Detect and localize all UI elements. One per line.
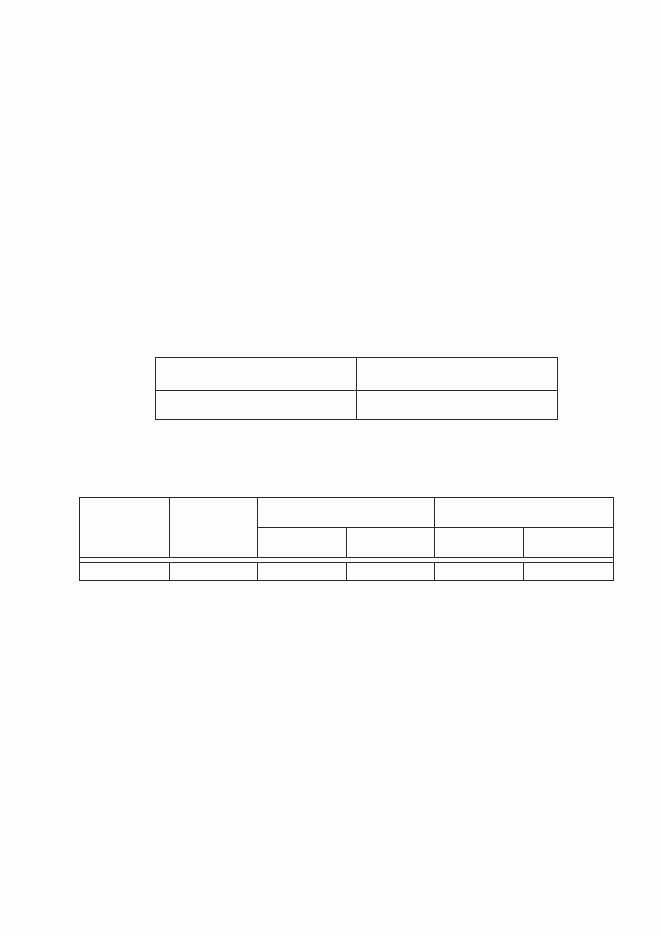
table1-capacity-cell bbox=[156, 391, 357, 420]
table2-cell bbox=[524, 563, 614, 581]
table2-header-hoop-width bbox=[346, 528, 435, 558]
table2-cell bbox=[257, 563, 346, 581]
table2-cell bbox=[80, 563, 170, 581]
table2-header-capacity bbox=[80, 498, 170, 558]
table2-header-hoop-thickness bbox=[257, 528, 346, 558]
table2-cell bbox=[435, 563, 524, 581]
table-a1 bbox=[155, 357, 558, 420]
table1-diameter-cell bbox=[357, 391, 558, 420]
table2-header-cross-thickness bbox=[435, 528, 524, 558]
table2-header-hoop bbox=[257, 498, 435, 528]
table1-header-capacity bbox=[156, 358, 357, 391]
table-row bbox=[80, 563, 614, 581]
table2-cell bbox=[346, 563, 435, 581]
table2-header-cross-width bbox=[524, 528, 614, 558]
table-row bbox=[156, 391, 558, 420]
table2-header-cross bbox=[435, 498, 614, 528]
table2-cell bbox=[169, 563, 257, 581]
table1-header-diameter bbox=[357, 358, 558, 391]
table2-header-thickness bbox=[169, 498, 257, 558]
table-a2 bbox=[79, 497, 614, 581]
